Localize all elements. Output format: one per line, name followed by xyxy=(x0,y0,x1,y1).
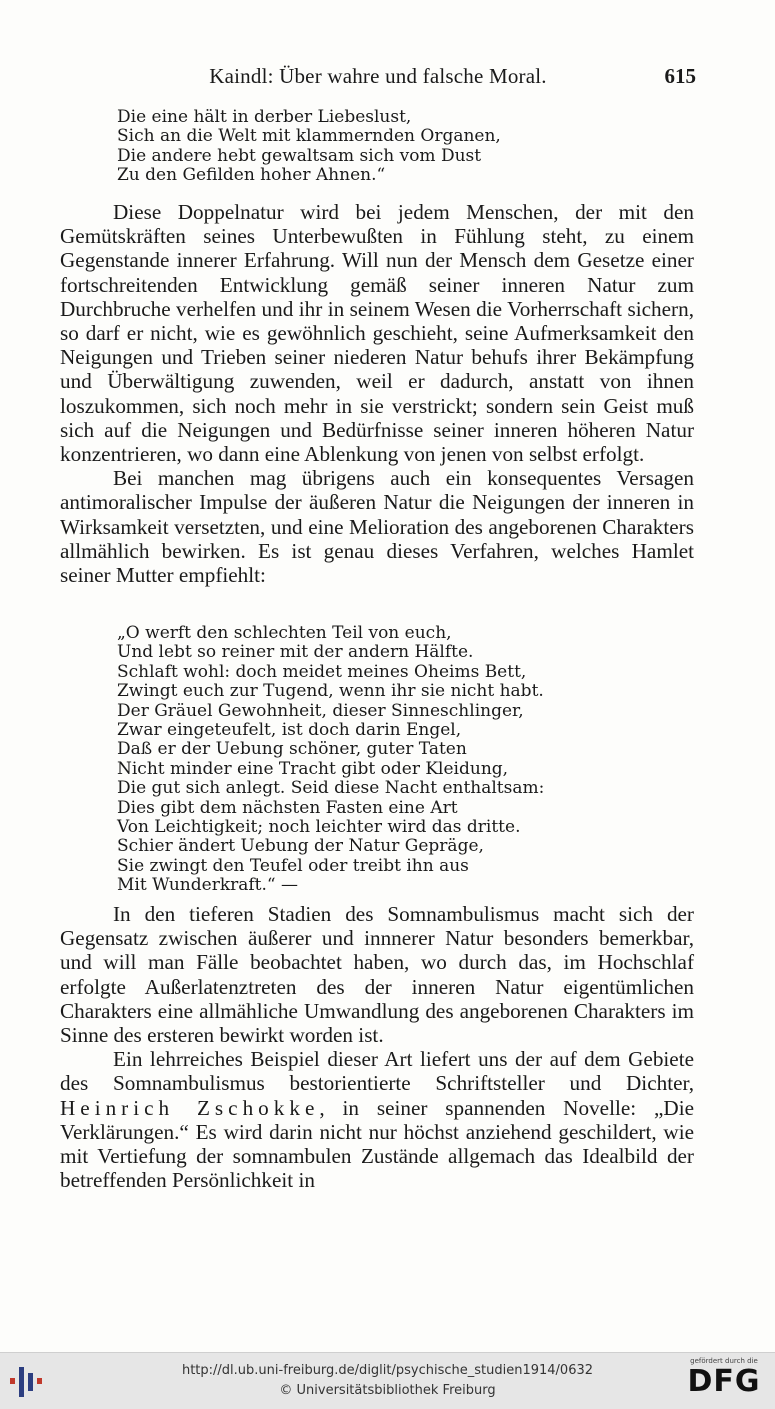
copyright-notice: © Universitätsbibliothek Freiburg xyxy=(279,1383,496,1398)
poem-line: Und lebt so reiner mit der andern Hälfte. xyxy=(117,642,474,663)
paragraph: Bei manchen mag übrigens auch ein konsequentes Versagen antimoralischer Impulse der äußeren Natur die Neigungen der inneren in Wirksamkeit versetzten, und eine Melioration des angeborenen Charakters allmählich bewirken. Es ist genau dieses Verfahren, welches Hamlet seiner Mutter empfiehlt: xyxy=(60,466,694,588)
poem-quote-2 xyxy=(117,624,544,895)
permalink-url[interactable]: http://dl.ub.uni-freiburg.de/diglit/psychische_studien1914/0632 xyxy=(181,1363,594,1378)
poem-line: Nicht minder eine Tracht gibt oder Kleidung, xyxy=(117,758,509,779)
poem-line: Sich an die Welt mit klammernden Organen, xyxy=(117,126,501,147)
poem-line: Zwar eingeteufelt, ist doch darin Engel, xyxy=(117,719,462,740)
prose-block-2 xyxy=(60,902,694,1192)
poem-line: Von Leichtigkeit; noch leichter wird das dritte. xyxy=(117,816,521,837)
page-number: 615 xyxy=(664,64,696,88)
poem-line: Zu den Gefilden hoher Ahnen.“ xyxy=(117,165,386,186)
running-title: Kaindl: Über wahre und falsche Moral. xyxy=(209,64,547,88)
poem-line: Die gut sich anlegt. Seid diese Nacht enthaltsam: xyxy=(117,778,545,799)
poem-line: Sie zwingt den Teufel oder treibt ihn aus xyxy=(117,855,469,876)
paragraph: Diese Doppelnatur wird bei jedem Menschen, der mit den Gemütskräften seines Unterbewußten in Fühlung steht, zu einem Gegenstande innerer Erfahrung. Will nun der Mensch dem Gesetze einer fortschreitenden Entwicklung gemäß seiner inneren Natur zum Durchbruche verhelfen und ihr in seinem Wesen die Vorherrschaft sichern, so darf er nicht, wie es gewöhnlich geschieht, seine Aufmerksamkeit den Neigungen und Trieben seiner niederen Natur behufs ihrer Bekämpfung und Überwältigung zuwenden, weil er dadurch, anstatt von ihnen loszukommen, sich noch mehr in sie verstrickt; sondern sein Geist muß sich auf die Neigungen und Bedürfnisse seiner inneren höheren Natur konzentrieren, wo dann eine Ablenkung von jenen von selbst erfolgt. xyxy=(60,200,694,467)
dfg-logo-text: DFG xyxy=(687,1364,761,1399)
poem-line: Dies gibt dem nächsten Fasten eine Art xyxy=(117,797,458,818)
poem-line: „O werft den schlechten Teil von euch, xyxy=(117,623,452,643)
viewer-footer xyxy=(0,1352,775,1409)
poem-line: Zwingt euch zur Tugend, wenn ihr sie nicht habt. xyxy=(117,681,544,702)
poem-line: Schier ändert Uebung der Natur Gepräge, xyxy=(117,836,484,857)
poem-line: Mit Wunderkraft.“ — xyxy=(117,875,299,896)
poem-quote-1 xyxy=(117,108,501,186)
poem-line: Der Gräuel Gewohnheit, dieser Sinneschlinger, xyxy=(117,700,524,721)
author-name-spaced: Heinrich Zschokke xyxy=(60,1095,320,1120)
paragraph-text: Ein lehrreiches Beispiel dieser Art liefert uns der auf dem Gebiete des Somnambulismus bestorientierte Schriftsteller und Dichter, xyxy=(60,1047,694,1096)
poem-line: Die andere hebt gewaltsam sich vom Dust xyxy=(117,145,482,166)
poem-line: Schlaft wohl: doch meidet meines Oheims Bett, xyxy=(117,661,527,682)
prose-block-1 xyxy=(60,200,694,587)
poem-line: Daß er der Uebung schöner, guter Taten xyxy=(117,739,467,760)
poem-line: Die eine hält in derber Liebeslust, xyxy=(117,107,412,127)
dfg-tagline: gefördert durch die xyxy=(690,1357,758,1365)
page-header xyxy=(60,64,696,92)
dfg-logo[interactable] xyxy=(681,1357,767,1405)
paragraph-text: , in seiner spannenden Novelle: „Die Verklärungen.“ Es wird darin nicht nur höchst anziehend geschildert, wie mit Vertiefung der somnambulen Zustände allgemach das Idealbild der betreffenden Persönlichkeit in xyxy=(60,1095,694,1193)
paragraph xyxy=(60,1047,694,1192)
paragraph: In den tieferen Stadien des Somnambulismus macht sich der Gegensatz zwischen äußerer und innnerer Natur besonders bemerkbar, und will man Fälle beobachtet haben, wo durch das, im Hochschlaf erfolgte Außerlatenztreten des der inneren Natur eigentümlichen Charakters eine allmähliche Umwandlung des angeborenen Charakters im Sinne des ersteren bewirkt worden ist. xyxy=(60,902,694,1048)
